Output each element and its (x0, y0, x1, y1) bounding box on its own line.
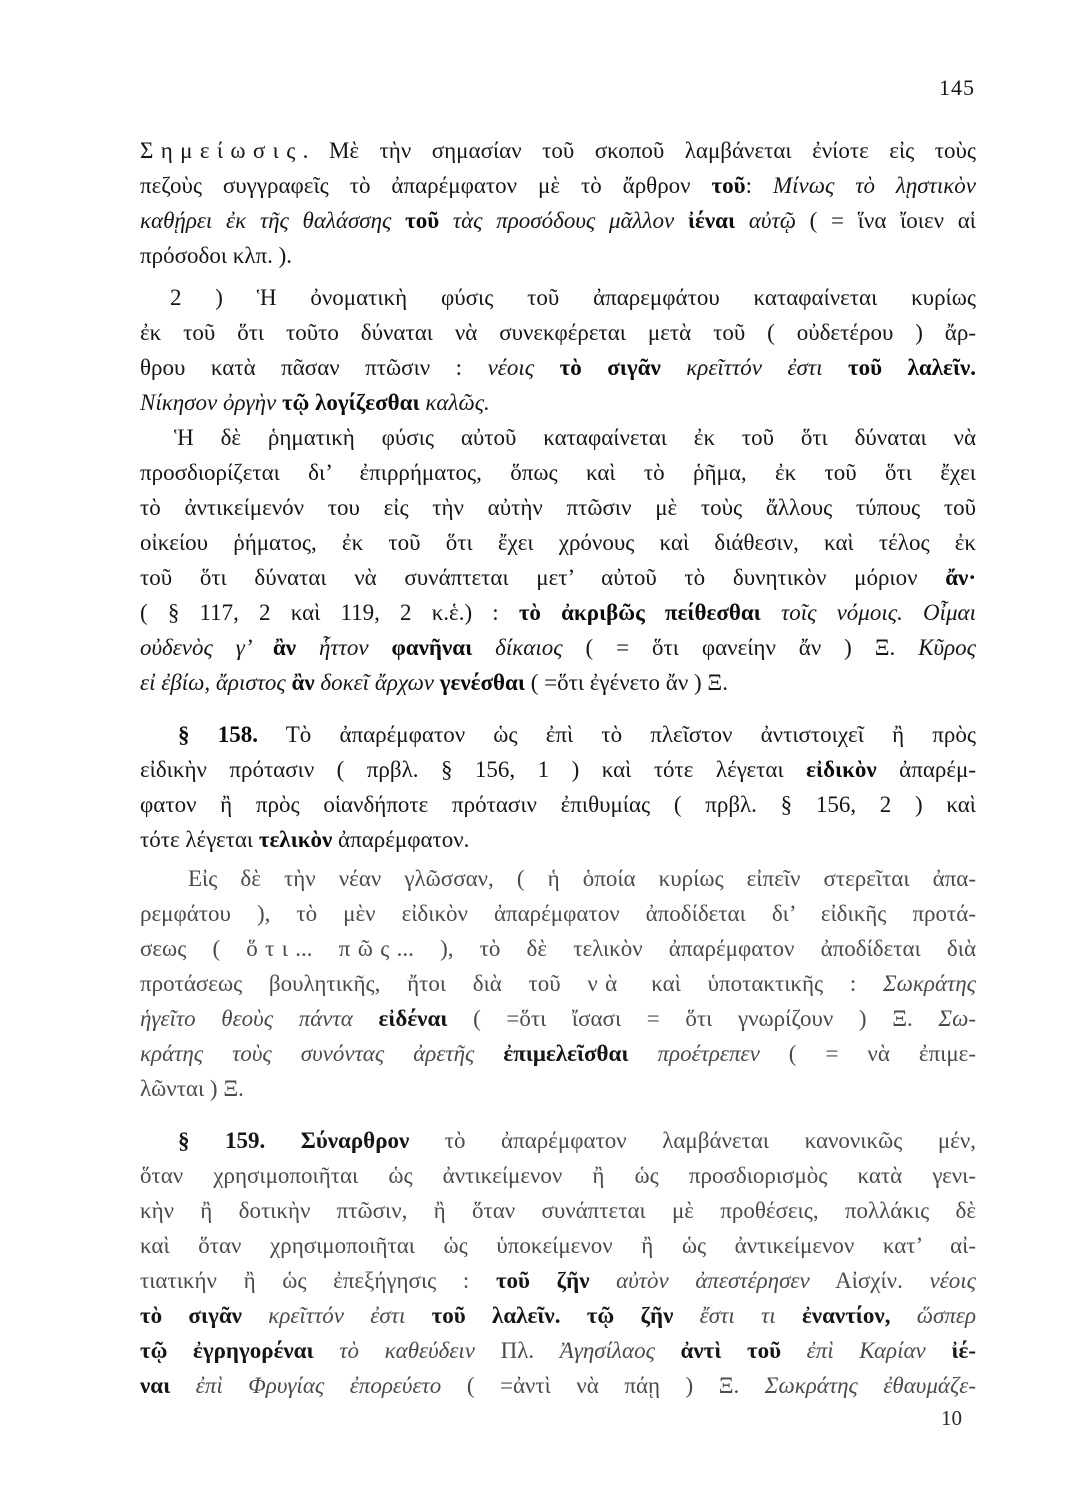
text-run: ἀπαρέμφατον. (332, 827, 470, 852)
text-line (140, 1193, 976, 1228)
bold-text-run: τοῦ (711, 173, 746, 198)
italic-text-run: Νίκησον ὀργὴν (140, 390, 282, 415)
text-line (140, 1036, 976, 1071)
text-line (140, 1333, 976, 1368)
bold-text-run: ἐναντίον, (801, 1303, 891, 1328)
text-run: ἀπαρέμ- (876, 757, 976, 782)
text-run: Τὸ ἀπαρέμφατον ὡς ἐπὶ τὸ πλεῖστον ἀντιστοιχεῖ ἢ πρὸς (257, 722, 976, 747)
text-line (140, 1228, 976, 1263)
bold-text-run: φανῆναι (391, 635, 473, 660)
bold-text-run: ἀντὶ τοῦ (680, 1338, 782, 1363)
text-line (140, 752, 976, 787)
text-run: τὸ ἀντικείμενόν του εἰς τὴν αὐτὴν πτῶσιν μὲ τοὺς ἄλλους τύπους τοῦ (140, 495, 976, 520)
italic-text-run: Κῦρος (918, 635, 976, 660)
bold-text-run: τελικὸν (258, 827, 333, 852)
spaced-text-run: ὅτι (246, 936, 296, 961)
note-paragraph (140, 133, 976, 273)
text-line (140, 455, 976, 490)
text-run: πρόσοδοι κλπ. ). (140, 243, 293, 268)
italic-text-run: τὸ καθεύδειν (313, 1338, 476, 1363)
text-line (140, 861, 976, 896)
italic-text-run: ἐπὶ Φρυγίας ἐπορεύετο (170, 1373, 442, 1398)
bold-text-run: τὸ ἀκριβῶς πείθεσθαι (518, 600, 761, 625)
bold-text-run: τοῦ ζῆν (495, 1268, 590, 1293)
text-line (140, 595, 976, 630)
text-run: οἰκείου ῥήματος, ἐκ τοῦ ὅτι ἔχει χρόνους καὶ διάθεσιν, καὶ τέλος ἐκ (140, 530, 976, 555)
italic-text-run: τοῖς νόμοις. Οἶμαι (760, 600, 976, 625)
bold-text-run: εἰδικὸν (806, 757, 877, 782)
bold-text-run: ἂν (291, 670, 315, 695)
text-line (140, 350, 976, 385)
italic-text-run: Ἀγησίλαος (559, 1338, 681, 1363)
italic-text-run: ἡγεῖτο θεοὺς πάντα (140, 1006, 379, 1031)
bold-text-run: τὸ σιγᾶν (140, 1303, 242, 1328)
bold-text-run: τῷ ἐγρηγορέναι (140, 1338, 314, 1363)
text-run: 2 ) Ἡ ὀνοματικὴ φύσις τοῦ ἀπαρεμφάτου καταφαίνεται κυρίως (170, 285, 976, 310)
italic-text-run: κράτης τοὺς συνόντας ἀρετῆς (140, 1041, 504, 1066)
text-line (140, 966, 976, 1001)
text-line (140, 630, 976, 665)
bold-text-run: τοῦ (405, 208, 440, 233)
text-line (140, 1298, 976, 1333)
text-line (140, 315, 976, 350)
text-run: ... ), τὸ δὲ τελικὸν ἀπαρέμφατον ἀποδίδεται διὰ (396, 936, 977, 961)
text-run: ( = νὰ ἐπιμε- (759, 1041, 976, 1066)
text-line (140, 717, 976, 752)
text-run: ρεμφάτου ), τὸ μὲν εἰδικὸν ἀπαρέμφατον ἀποδίδεται δι’ εἰδικῆς προτά- (140, 901, 976, 926)
italic-text-run: δίκαιος (472, 635, 563, 660)
italic-text-run: ἧττον (296, 635, 392, 660)
bold-text-run: τοῦ λαλεῖν. (848, 355, 976, 380)
bold-text-run: τοῦ λαλεῖν. τῷ ζῆν (431, 1303, 674, 1328)
text-run: τιατικήν ἢ ὡς ἐπεξήγησις : (140, 1268, 496, 1293)
text-line (140, 385, 976, 420)
text-run: τότε λέγεται (140, 827, 259, 852)
text-run: ( = ὅτι φανείην ἄν ) Ξ. (562, 635, 919, 660)
bold-text-run: ἰέναι (687, 208, 736, 233)
bold-text-run: τὸ σιγᾶν (559, 355, 661, 380)
bold-text-run: ἰέ- (951, 1338, 976, 1363)
text-run: σεως ( (140, 936, 247, 961)
text-run: Ἡ δὲ ῥηματικὴ φύσις αὐτοῦ καταφαίνεται ἐκ τοῦ ὅτι δύναται νὰ (174, 425, 976, 450)
text-run: εἰδικὴν πρότασιν ( πρβλ. § 156, 1 ) καὶ τότε λέγεται (140, 757, 807, 782)
text-run: προτάσεως βουλητικῆς, ἤτοι διὰ τοῦ (140, 971, 588, 996)
text-run: λῶνται ) Ξ. (140, 1076, 244, 1101)
text-run: ( =ἀντὶ νὰ πάῃ ) Ξ. (441, 1373, 765, 1398)
text-run: κὴν ἢ δοτικὴν πτῶσιν, ἢ ὅταν συνάπτεται μὲ προθέσεις, πολλάκις δὲ (140, 1198, 976, 1223)
section-158 (140, 717, 976, 857)
italic-text-run: καλῶς. (419, 390, 490, 415)
text-run: Πλ. (475, 1338, 560, 1363)
italic-text-run: ὥσπερ (890, 1303, 976, 1328)
text-line (140, 525, 976, 560)
text-run: τοῦ ὅτι δύναται νὰ συνάπτεται μετ’ αὐτοῦ τὸ δυνητικὸν μόριον (140, 565, 946, 590)
text-run: καὶ ὅταν χρησιμοποιῆται ὡς ὑποκείμενον ἢ ὡς ἀντικείμενον κατ’ αἰ- (140, 1233, 976, 1258)
text-run: φατον ἢ πρὸς οἱανδήποτε πρότασιν ἐπιθυμίας ( πρβλ. § 156, 2 ) καὶ (140, 792, 976, 817)
text-run: ( = ἵνα ἴοιεν αἱ (795, 208, 976, 233)
italic-text-run: Σωκράτης ἐθαυμάζε- (764, 1373, 976, 1398)
text-line (140, 1071, 976, 1106)
italic-text-run: κρεῖττόν ἐστι (241, 1303, 432, 1328)
text-line (140, 133, 976, 168)
text-line (140, 560, 976, 595)
italic-text-run: τὰς προσόδους μᾶλλον (439, 208, 688, 233)
bold-text-run: εἰδέναι (378, 1006, 448, 1031)
text-line (140, 280, 976, 315)
text-run: θρου κατὰ πᾶσαν πτῶσιν : (140, 355, 488, 380)
text-run: ἐκ τοῦ ὅτι τοῦτο δύναται νὰ συνεκφέρεται μετὰ τοῦ ( οὐδετέρου ) ἄρ- (140, 320, 976, 345)
text-run: . Μὲ τὴν σημασίαν τοῦ σκοποῦ λαμβάνεται ἐνίοτε εἰς τοὺς (302, 138, 976, 163)
text-run: : (745, 173, 773, 198)
text-run: καὶ ὑποτακτικῆς : (624, 971, 883, 996)
section-159 (140, 1123, 976, 1403)
italic-text-run: καθῄρει ἐκ τῆς θαλάσσης (140, 208, 406, 233)
italic-text-run: Σω- (938, 1006, 976, 1031)
italic-text-run: Σωκράτης (882, 971, 976, 996)
text-run: τὸ ἀπαρέμφατον λαμβάνεται κανονικῶς μέν, (409, 1128, 976, 1153)
text-run: ... (295, 936, 339, 961)
text-line (140, 1001, 976, 1036)
text-line (140, 420, 976, 455)
bold-text-run: ἄν· (945, 565, 976, 590)
text-line (140, 203, 976, 238)
italic-text-run: κρεῖττόν ἐστι (660, 355, 849, 380)
text-line (140, 822, 976, 857)
italic-text-run: νέοις (929, 1268, 976, 1293)
text-run: Εἰς δὲ τὴν νέαν γλῶσσαν, ( ἡ ὁποία κυρίως εἰπεῖν στερεῖται ἀπα- (188, 866, 976, 891)
text-line (140, 1158, 976, 1193)
bold-text-run: γενέσθαι (439, 670, 525, 695)
bold-text-run: ἐπιμελεῖσθαι (503, 1041, 629, 1066)
text-run: προσδιορίζεται δι’ ἐπιρρήματος, ὅπως καὶ τὸ ῥῆμα, ἐκ τοῦ ὅτι ἔχει (140, 460, 976, 485)
italic-text-run: δοκεῖ ἄρχων (314, 670, 440, 695)
italic-text-run: εἰ ἐβίω, ἄριστος (140, 670, 292, 695)
italic-text-run: αὐτῷ (735, 208, 796, 233)
text-run: ὅταν χρησιμοποιῆται ὡς ἀντικείμενον ἢ ὡς προσδιορισμὸς κατὰ γενι- (140, 1163, 976, 1188)
paragraph-verbal-nature (140, 420, 976, 700)
spaced-text-run: νὰ (587, 971, 625, 996)
paragraph-nominal-nature (140, 280, 976, 420)
italic-text-run: ἔστι τι (673, 1303, 802, 1328)
body-text (140, 133, 976, 1403)
bold-text-run: ἂν (272, 635, 297, 660)
text-run: πεζοὺς συγγραφεῖς τὸ ἀπαρέμφατον μὲ τὸ ἄρθρον (140, 173, 712, 198)
bold-text-run: § 159. Σύναρθρον (178, 1128, 410, 1153)
text-line (140, 931, 976, 966)
page-number: 145 (939, 75, 975, 100)
spaced-text-run: πῶς (338, 936, 397, 961)
bold-text-run: § 158. (178, 722, 258, 747)
text-line (140, 665, 976, 700)
italic-text-run: νέοις (487, 355, 560, 380)
italic-text-run: προέτρεπεν (628, 1041, 760, 1066)
text-line (140, 1123, 976, 1158)
italic-text-run: ἐπὶ Καρίαν (781, 1338, 952, 1363)
italic-text-run: Μίνως τὸ λῃστικὸν (772, 173, 977, 198)
text-run: ( § 117, 2 καὶ 119, 2 κ.ἑ.) : (140, 600, 519, 625)
text-line (140, 168, 976, 203)
text-line (140, 1263, 976, 1298)
text-line (140, 1368, 976, 1403)
text-line (140, 490, 976, 525)
text-line (140, 896, 976, 931)
spaced-text-run: Σημείωσις (140, 138, 303, 163)
bold-text-run: ναι (140, 1373, 171, 1398)
signature-mark: 10 (941, 1406, 962, 1430)
paragraph-modern-greek (140, 861, 976, 1106)
text-line (140, 238, 976, 273)
text-run: Αἰσχίν. (809, 1268, 930, 1293)
italic-text-run: οὐδενὸς γ’ (140, 635, 273, 660)
text-run: ( =ὅτι ἐγένετο ἄν ) Ξ. (524, 670, 728, 695)
text-run: ( =ὅτι ἴσασι = ὅτι γνωρίζουν ) Ξ. (447, 1006, 939, 1031)
italic-text-run: αὐτὸν ἀπεστέρησεν (589, 1268, 810, 1293)
text-line (140, 787, 976, 822)
bold-text-run: τῷ λογίζεσθαι (281, 390, 420, 415)
